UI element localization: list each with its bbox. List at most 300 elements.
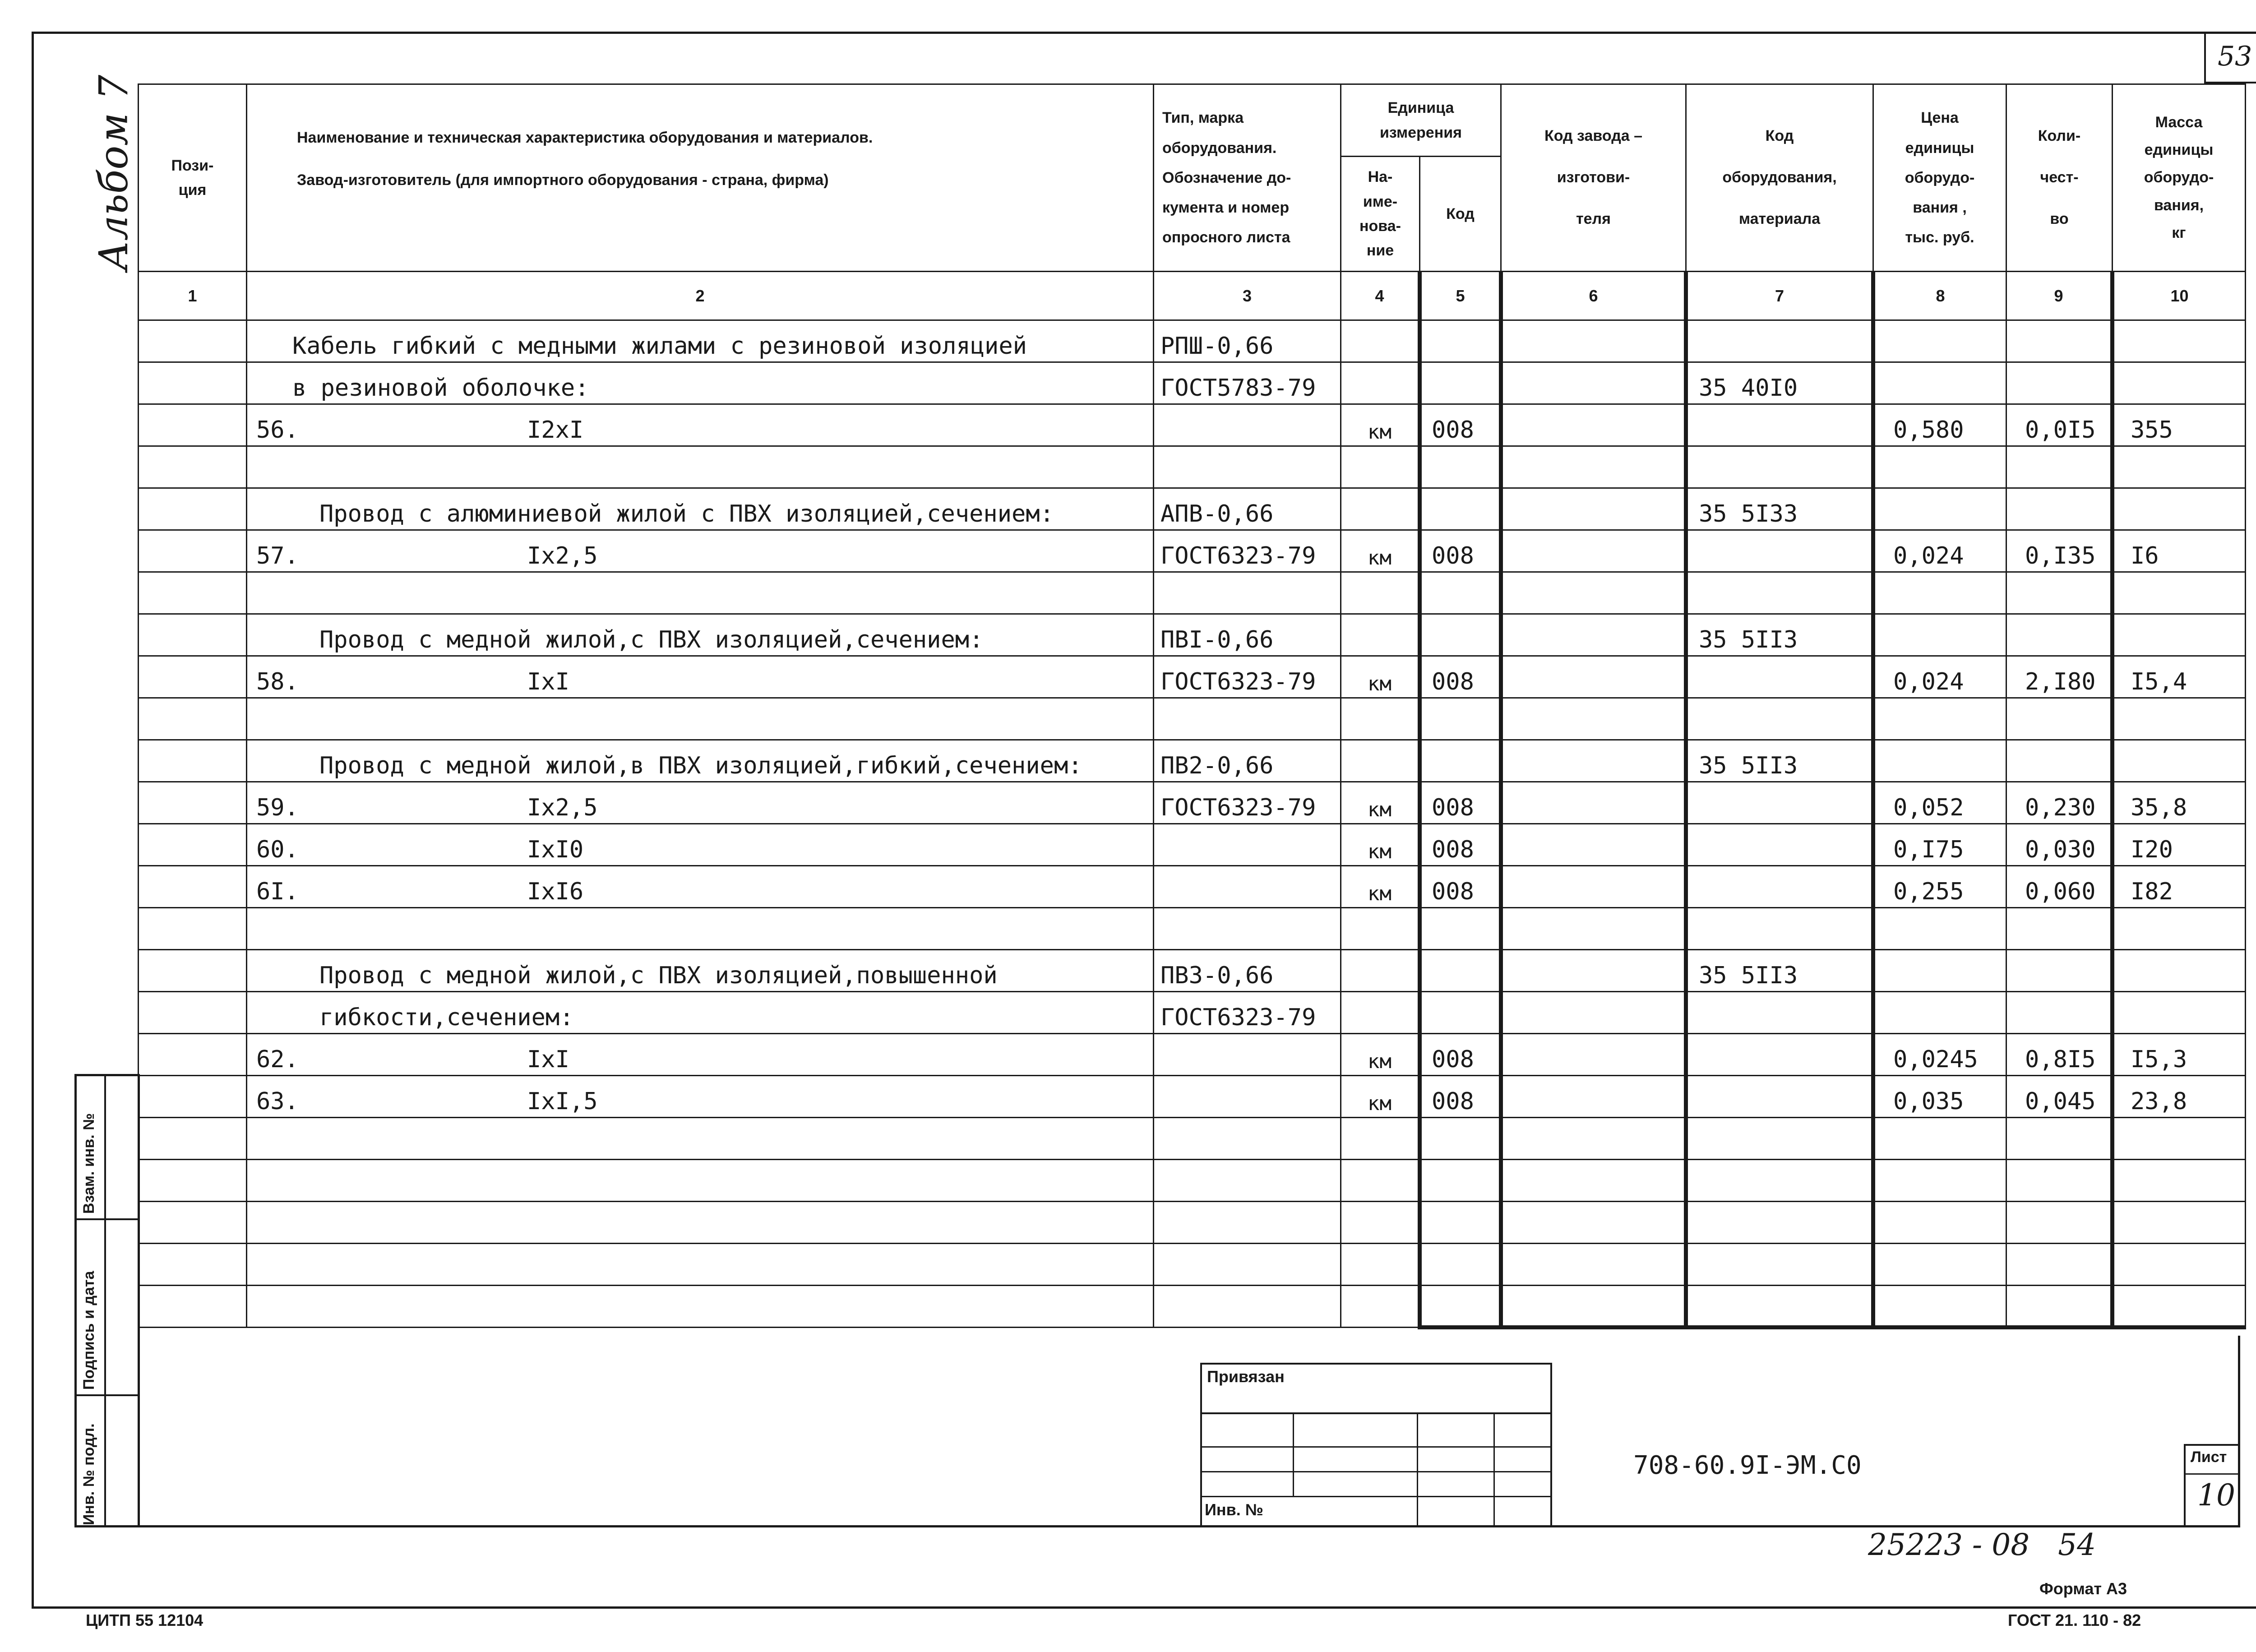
cell-unit-code [1420, 1244, 1501, 1286]
cell-factory-code [1501, 1202, 1686, 1244]
cell-position [139, 446, 247, 488]
cell-quantity [2006, 950, 2113, 992]
cell-factory-code [1501, 992, 1686, 1034]
header-mass [2113, 84, 2246, 272]
cell-price: 0,035 [1873, 1076, 2006, 1118]
privyazan-line [1200, 1446, 1552, 1448]
item-cross-section: IхI0 [527, 836, 584, 863]
cell-type: ГОСТ5783-79 [1154, 362, 1341, 404]
table-row [139, 782, 2246, 824]
header-type-text: Тип, марка оборудования. Обозначение до- кумента и номер опросного листа [1162, 109, 1291, 246]
cell-equipment-code: 35 40I0 [1686, 362, 1873, 404]
cell-mass [2113, 992, 2246, 1034]
cell-factory-code [1501, 446, 1686, 488]
cell-equipment-code [1686, 1160, 1873, 1202]
cell-price [1873, 992, 2006, 1034]
cell-unit-code: 008 [1420, 1076, 1501, 1118]
cell-name [247, 614, 1154, 656]
cell-quantity [2006, 446, 2113, 488]
cell-mass [2113, 950, 2246, 992]
cell-price [1873, 1202, 2006, 1244]
cell-type: ГОСТ6323-79 [1154, 530, 1341, 572]
item-cross-section: I2xI [527, 416, 584, 444]
table-row [139, 992, 2246, 1034]
cell-quantity: 0,060 [2006, 866, 2113, 908]
header-unit-group [1341, 84, 1501, 157]
cell-mass [2113, 572, 2246, 614]
cell-price: 0,580 [1873, 404, 2006, 446]
cell-unit [1341, 1286, 1420, 1328]
cell-quantity [2006, 698, 2113, 740]
cell-name [247, 1244, 1154, 1286]
item-cross-section: Iх2,5 [527, 794, 598, 821]
table-row [139, 362, 2246, 404]
cell-quantity [2006, 362, 2113, 404]
cell-equipment-code [1686, 1118, 1873, 1160]
header-position [139, 84, 247, 272]
cell-price [1873, 1244, 2006, 1286]
cell-equipment-code [1686, 656, 1873, 698]
cell-equipment-code [1686, 1286, 1873, 1328]
cell-price: 0,0245 [1873, 1034, 2006, 1076]
table-row [139, 656, 2246, 698]
cell-type [1154, 1076, 1341, 1118]
cell-quantity: 2,I80 [2006, 656, 2113, 698]
cell-position [139, 824, 247, 866]
cell-quantity [2006, 1244, 2113, 1286]
cell-unit-code [1420, 1160, 1501, 1202]
document-code: 708-60.9I-ЭМ.С0 [1633, 1451, 1862, 1480]
cell-position [139, 1160, 247, 1202]
table-row [139, 572, 2246, 614]
corner-sheet-number: 53 [2218, 41, 2252, 72]
cell-unit [1341, 614, 1420, 656]
privyazan-vline [1417, 1412, 1418, 1527]
cell-unit-code: 008 [1420, 404, 1501, 446]
cell-unit: км [1341, 404, 1420, 446]
table-row [139, 446, 2246, 488]
cell-equipment-code: 35 5I33 [1686, 488, 1873, 530]
header-type [1154, 84, 1341, 272]
cell-type [1154, 1034, 1341, 1076]
cell-factory-code [1501, 614, 1686, 656]
cell-name [247, 446, 1154, 488]
cell-price [1873, 488, 2006, 530]
cell-name [247, 320, 1154, 362]
cell-position [139, 404, 247, 446]
column-number: 8 [1873, 272, 2006, 320]
cell-position [139, 614, 247, 656]
privyazan-label: Привязан [1207, 1367, 1285, 1386]
cell-equipment-code [1686, 698, 1873, 740]
column-number: 5 [1420, 272, 1501, 320]
cell-type: РПШ-0,66 [1154, 320, 1341, 362]
list-number: 10 [2197, 1478, 2235, 1513]
cell-factory-code [1501, 656, 1686, 698]
cell-factory-code [1501, 782, 1686, 824]
cell-quantity [2006, 740, 2113, 782]
cell-mass: I82 [2113, 866, 2246, 908]
cell-quantity [2006, 1286, 2113, 1328]
item-cross-section: Iх2,5 [527, 542, 598, 569]
cell-name [247, 1160, 1154, 1202]
header-name [247, 84, 1154, 272]
cell-equipment-code [1686, 404, 1873, 446]
cell-type [1154, 698, 1341, 740]
header-unit-group-text: Единица измерения [1380, 99, 1462, 141]
cell-price: 0,I75 [1873, 824, 2006, 866]
cell-price: 0,024 [1873, 530, 2006, 572]
cell-name [247, 782, 1154, 824]
cell-price: 0,024 [1873, 656, 2006, 698]
cell-type [1154, 1286, 1341, 1328]
cell-type [1154, 1202, 1341, 1244]
cell-equipment-code [1686, 1034, 1873, 1076]
cell-unit: км [1341, 824, 1420, 866]
cell-quantity [2006, 1118, 2113, 1160]
cell-factory-code [1501, 404, 1686, 446]
cell-position [139, 950, 247, 992]
cell-name [247, 824, 1154, 866]
cell-type [1154, 1244, 1341, 1286]
cell-price [1873, 614, 2006, 656]
cell-position [139, 1034, 247, 1076]
cell-unit: км [1341, 782, 1420, 824]
cell-price [1873, 740, 2006, 782]
cell-name [247, 1076, 1154, 1118]
citp-label: ЦИТП 55 12104 [86, 1611, 203, 1629]
cell-unit-code: 008 [1420, 782, 1501, 824]
item-description: Провод с алюминиевой жилой с ПВХ изоляцией,сечением: [319, 500, 1054, 528]
table-row [139, 1286, 2246, 1328]
cell-factory-code [1501, 740, 1686, 782]
column-number-row [139, 272, 2246, 320]
cell-quantity: 0,0I5 [2006, 404, 2113, 446]
list-divider [2184, 1473, 2240, 1475]
cell-unit [1341, 446, 1420, 488]
cell-equipment-code: 35 5II3 [1686, 740, 1873, 782]
cell-unit-code [1420, 572, 1501, 614]
cell-factory-code [1501, 572, 1686, 614]
cell-unit [1341, 1160, 1420, 1202]
side-inv-podl: Инв. № подл. [80, 1423, 97, 1525]
cell-mass: 35,8 [2113, 782, 2246, 824]
cell-name [247, 1034, 1154, 1076]
header-unit-code-text: Код [1446, 205, 1475, 222]
column-number: 6 [1501, 272, 1686, 320]
cell-name [247, 1118, 1154, 1160]
cell-name [247, 656, 1154, 698]
cell-unit-code: 008 [1420, 1034, 1501, 1076]
table-row [139, 1118, 2246, 1160]
cell-mass [2113, 362, 2246, 404]
header-equipment-code [1686, 84, 1873, 272]
cell-unit-code [1420, 698, 1501, 740]
column-number: 9 [2006, 272, 2113, 320]
cell-price [1873, 1118, 2006, 1160]
side-stamp-divider [74, 1218, 140, 1220]
table-row [139, 908, 2246, 950]
cell-factory-code [1501, 1244, 1686, 1286]
cell-mass [2113, 614, 2246, 656]
cell-type [1154, 404, 1341, 446]
item-description: гибкости,сечением: [319, 1004, 574, 1031]
cell-name [247, 572, 1154, 614]
cell-quantity [2006, 992, 2113, 1034]
cell-position [139, 320, 247, 362]
cell-mass: I20 [2113, 824, 2246, 866]
cell-name [247, 530, 1154, 572]
item-position: 58. [256, 668, 299, 695]
cell-equipment-code [1686, 908, 1873, 950]
cell-type: АПВ-0,66 [1154, 488, 1341, 530]
cell-factory-code [1501, 866, 1686, 908]
cell-position [139, 866, 247, 908]
item-position: 57. [256, 542, 299, 569]
cell-name [247, 404, 1154, 446]
cell-unit: км [1341, 656, 1420, 698]
cell-unit: км [1341, 530, 1420, 572]
cell-mass: 23,8 [2113, 1076, 2246, 1118]
cell-equipment-code: 35 5II3 [1686, 950, 1873, 992]
cell-factory-code [1501, 320, 1686, 362]
cell-quantity [2006, 614, 2113, 656]
cell-type [1154, 866, 1341, 908]
header-price [1873, 84, 2006, 272]
cell-unit [1341, 1118, 1420, 1160]
item-description: Провод с медной жилой,в ПВХ изоляцией,гибкий,сечением: [319, 752, 1082, 779]
table-row [139, 320, 2246, 362]
cell-unit [1341, 992, 1420, 1034]
header-factory-code-text: Код завода – изготови- теля [1544, 127, 1643, 227]
item-cross-section: IхI [527, 668, 569, 695]
column-number: 4 [1341, 272, 1420, 320]
header-mass-text: Масса единицы оборудо- вания, кг [2144, 114, 2214, 241]
cell-name [247, 698, 1154, 740]
cell-position [139, 908, 247, 950]
cell-type [1154, 908, 1341, 950]
cell-unit-code [1420, 908, 1501, 950]
cell-mass [2113, 908, 2246, 950]
column-number: 3 [1154, 272, 1341, 320]
cell-quantity [2006, 572, 2113, 614]
cell-unit-code [1420, 614, 1501, 656]
cell-equipment-code [1686, 320, 1873, 362]
table-row [139, 950, 2246, 992]
item-position: 60. [256, 836, 299, 863]
cell-equipment-code: 35 5II3 [1686, 614, 1873, 656]
cell-unit [1341, 908, 1420, 950]
cell-unit: км [1341, 1034, 1420, 1076]
cell-quantity: 0,8I5 [2006, 1034, 2113, 1076]
cell-unit: км [1341, 1076, 1420, 1118]
cell-mass [2113, 320, 2246, 362]
cell-factory-code [1501, 488, 1686, 530]
cell-unit [1341, 950, 1420, 992]
header-price-text: Цена единицы оборудо- вания , тыс. руб. [1905, 109, 1975, 246]
cell-quantity: 0,045 [2006, 1076, 2113, 1118]
cell-type: ПВ2-0,66 [1154, 740, 1341, 782]
cell-price [1873, 362, 2006, 404]
cell-position [139, 740, 247, 782]
handwritten-number: 25223 - 08 54 [1868, 1527, 2096, 1562]
cell-factory-code [1501, 1286, 1686, 1328]
cell-price [1873, 320, 2006, 362]
side-podpis-data: Подпись и дата [80, 1271, 97, 1390]
cell-equipment-code [1686, 1076, 1873, 1118]
item-position: 6I. [256, 878, 299, 905]
privyazan-line [1200, 1471, 1552, 1472]
cell-unit-code [1420, 446, 1501, 488]
item-position: 56. [256, 416, 299, 444]
table-row [139, 740, 2246, 782]
table-body [139, 320, 2246, 1328]
cell-unit [1341, 740, 1420, 782]
cell-unit-code [1420, 1286, 1501, 1328]
header-row [139, 84, 2246, 157]
cell-price [1873, 1286, 2006, 1328]
header-position-text: Пози- ция [171, 157, 214, 199]
cell-unit-code [1420, 362, 1501, 404]
cell-position [139, 1118, 247, 1160]
privyazan-vline [1293, 1412, 1294, 1496]
cell-unit-code: 008 [1420, 530, 1501, 572]
cell-mass [2113, 1286, 2246, 1328]
cell-factory-code [1501, 362, 1686, 404]
cell-position [139, 698, 247, 740]
cell-equipment-code [1686, 572, 1873, 614]
cell-price: 0,052 [1873, 782, 2006, 824]
cell-factory-code [1501, 908, 1686, 950]
header-name-line1: Наименование и техническая характеристика оборудования и материалов. [297, 129, 873, 146]
table-row [139, 1034, 2246, 1076]
cell-position [139, 1076, 247, 1118]
cell-mass: 355 [2113, 404, 2246, 446]
item-description: Кабель гибкий с медными жилами с резиновой изоляцией [292, 333, 1027, 360]
cell-mass: I6 [2113, 530, 2246, 572]
header-quantity [2006, 84, 2113, 272]
cell-equipment-code [1686, 1202, 1873, 1244]
table-row [139, 1076, 2246, 1118]
item-description: в резиновой оболочке: [292, 375, 589, 402]
side-stamp-divider [74, 1394, 140, 1396]
cell-unit-code [1420, 1118, 1501, 1160]
column-number: 10 [2113, 272, 2246, 320]
cell-quantity: 0,230 [2006, 782, 2113, 824]
item-cross-section: IхI [527, 1046, 569, 1073]
cell-position [139, 992, 247, 1034]
cell-position [139, 488, 247, 530]
cell-equipment-code [1686, 446, 1873, 488]
cell-mass [2113, 446, 2246, 488]
cell-position [139, 572, 247, 614]
cell-type [1154, 1118, 1341, 1160]
cell-mass [2113, 740, 2246, 782]
cell-type: ГОСТ6323-79 [1154, 782, 1341, 824]
cell-name [247, 992, 1154, 1034]
cell-unit [1341, 1202, 1420, 1244]
cell-mass: I5,4 [2113, 656, 2246, 698]
cell-unit-code [1420, 950, 1501, 992]
header-unit-name-text: На- име- нова- ние [1359, 168, 1401, 259]
item-cross-section: IхI6 [527, 878, 584, 905]
cell-factory-code [1501, 1118, 1686, 1160]
cell-equipment-code [1686, 1244, 1873, 1286]
privyazan-line [1200, 1412, 1552, 1414]
side-vzam-inv: Взам. инв. № [80, 1113, 97, 1214]
cell-equipment-code [1686, 824, 1873, 866]
cell-mass [2113, 698, 2246, 740]
header-quantity-text: Коли- чест- во [2038, 127, 2081, 227]
cell-unit-code [1420, 740, 1501, 782]
item-position: 62. [256, 1046, 299, 1073]
cell-price [1873, 446, 2006, 488]
cell-name [247, 1286, 1154, 1328]
cell-unit-code [1420, 1202, 1501, 1244]
cell-factory-code [1501, 950, 1686, 992]
table-row [139, 530, 2246, 572]
cell-name [247, 740, 1154, 782]
table-row [139, 1160, 2246, 1202]
cell-unit: км [1341, 866, 1420, 908]
header-factory-code [1501, 84, 1686, 272]
inv-no-label: Инв. № [1205, 1500, 1263, 1519]
cell-quantity [2006, 488, 2113, 530]
cell-quantity [2006, 1160, 2113, 1202]
list-label: Лист [2191, 1448, 2227, 1466]
table-row [139, 614, 2246, 656]
cell-unit-code: 008 [1420, 656, 1501, 698]
cell-type: ПВ3-0,66 [1154, 950, 1341, 992]
cell-unit-code: 008 [1420, 824, 1501, 866]
cell-unit-code [1420, 992, 1501, 1034]
cell-factory-code [1501, 824, 1686, 866]
cell-factory-code [1501, 1076, 1686, 1118]
cell-name [247, 362, 1154, 404]
item-description: Провод с медной жилой,с ПВХ изоляцией,сечением: [319, 626, 984, 653]
cell-unit-code: 008 [1420, 866, 1501, 908]
item-cross-section: IхI,5 [527, 1088, 598, 1115]
cell-quantity: 0,030 [2006, 824, 2113, 866]
privyazan-line [1200, 1496, 1552, 1497]
cell-name [247, 488, 1154, 530]
table-row [139, 866, 2246, 908]
cell-factory-code [1501, 1034, 1686, 1076]
cell-mass: I5,3 [2113, 1034, 2246, 1076]
item-position: 63. [256, 1088, 299, 1115]
cell-name [247, 950, 1154, 992]
cell-equipment-code [1686, 992, 1873, 1034]
cell-price [1873, 698, 2006, 740]
cell-equipment-code [1686, 782, 1873, 824]
header-unit-name [1341, 157, 1420, 272]
cell-unit [1341, 320, 1420, 362]
table-row [139, 1244, 2246, 1286]
column-number: 1 [139, 272, 247, 320]
album-label: Альбом 7 [90, 74, 137, 271]
cell-equipment-code [1686, 530, 1873, 572]
table-row [139, 1202, 2246, 1244]
cell-price [1873, 908, 2006, 950]
cell-name [247, 908, 1154, 950]
cell-unit [1341, 572, 1420, 614]
cell-position [139, 1244, 247, 1286]
cell-type [1154, 572, 1341, 614]
column-number: 7 [1686, 272, 1873, 320]
cell-unit [1341, 362, 1420, 404]
column-number: 2 [247, 272, 1154, 320]
cell-mass [2113, 1118, 2246, 1160]
